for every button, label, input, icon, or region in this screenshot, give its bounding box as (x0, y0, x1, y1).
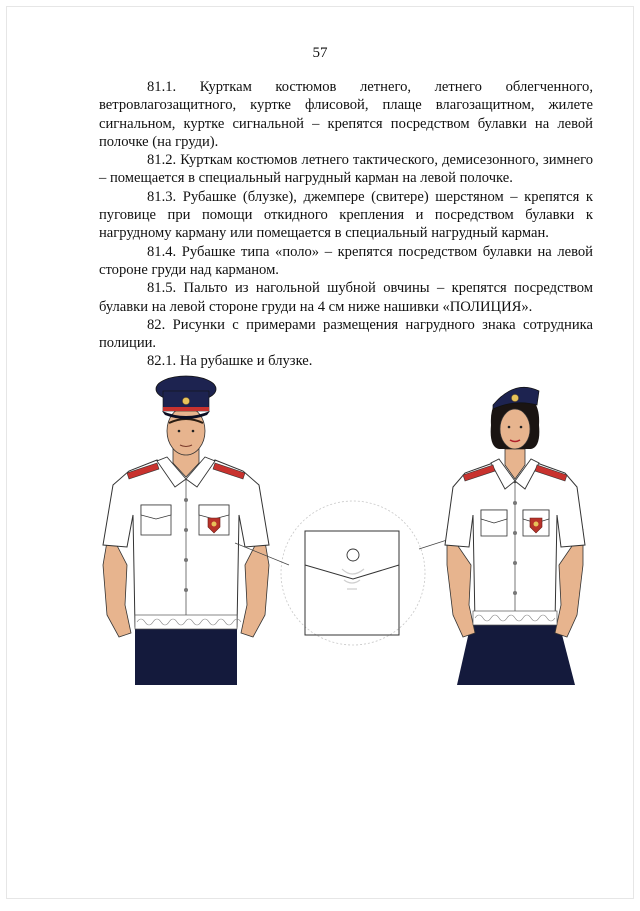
pocket-button (347, 549, 359, 561)
body-text (99, 78, 593, 371)
paragraph-81-5: 81.5. Пальто из нагольной шубной овчины – крепятся посредством булавки на левой стороне груди на 4 см ниже нашивки «ПОЛИЦИЯ». (99, 280, 593, 315)
male-trousers (135, 627, 237, 685)
uniform-illustration (7, 365, 635, 685)
paragraph-81-4: 81.4. Рубашке типа «поло» – крепятся посредством булавки на левой стороне груди над карманом. (99, 243, 593, 278)
female-officer (445, 387, 585, 685)
illustration-svg (7, 365, 635, 685)
paragraph-82-1: 82.1. На рубашке и блузке. (147, 353, 313, 370)
document-page (6, 6, 634, 899)
page-number: 57 (312, 45, 328, 61)
paragraph-81-1: 81.1. Курткам костюмов летнего, летнего облегченного, ветровлагозащитного, куртке флисовой, плаще влагозащитном, жилете сигнальном, куртке сигнальной – крепятся посредством булавки на левой полочке (на груди). (99, 79, 593, 150)
paragraph-82: 82. Рисунки с примерами размещения нагрудного знака сотрудника полиции. (99, 316, 593, 352)
male-waistband (135, 615, 237, 629)
paragraph-81-2: 81.2. Курткам костюмов летнего тактического, демисезонного, зимнего – помещается в специальный нагрудный карман на левой полочке. (99, 152, 593, 187)
male-officer (103, 376, 269, 685)
paragraph-81-3: 81.3. Рубашке (блузке), джемпере (свитере) шерстяном – крепятся к пуговице при помощи откидного крепления и посредством булавки к нагрудному карману или помещается в специальный нагрудный карман. (99, 188, 593, 242)
